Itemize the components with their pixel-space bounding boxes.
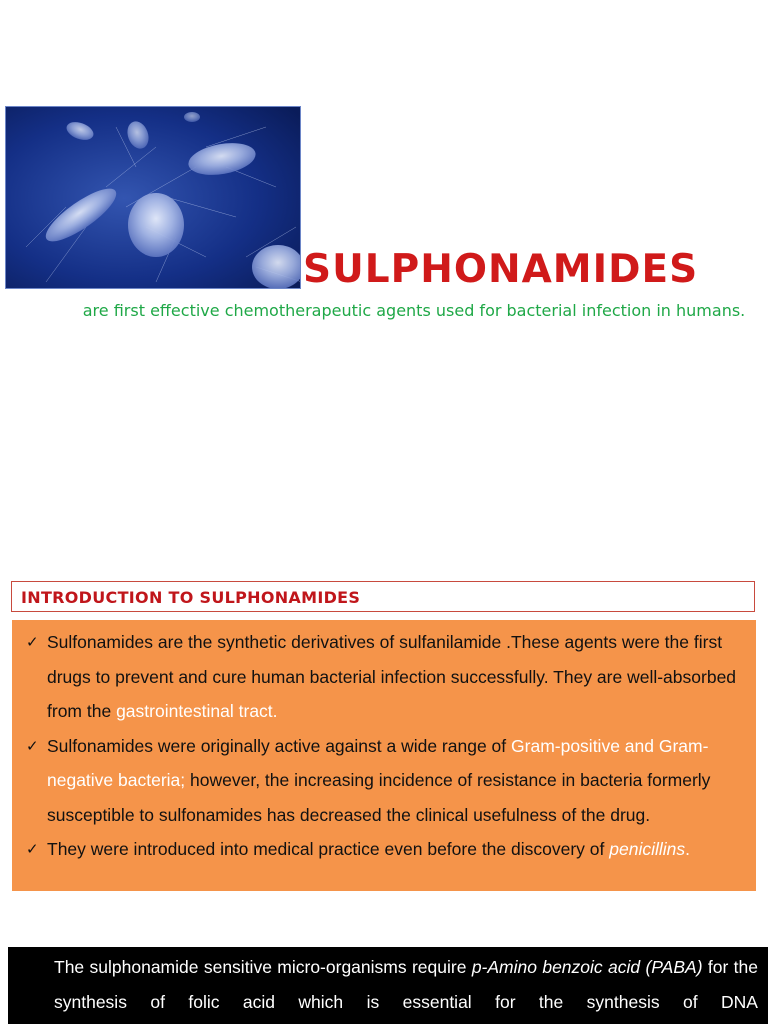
bullet-text: Sulfonamides are the synthetic derivatives of sulfanilamide .These agents were the first drugs to prevent and cure human bacterial infection successfully. They are well-absorbed from the [47,632,737,721]
bullet-highlight: penicillins [609,839,686,859]
check-mark-icon: ✓ [26,736,39,755]
subtitle: are first effective chemotherapeutic agents used for bacterial infection in humans. [82,301,746,320]
check-mark-icon: ✓ [26,633,39,651]
bullet-highlight: gastrointestinal tract. [116,701,278,721]
paragraph-text: for the synthesis of folic acid which is essential for the synthesis of DNA [54,957,758,1012]
bullet-text: They were introduced into medical practice even before the discovery of [47,839,610,859]
bullet-item [26,625,752,729]
introduction-panel [12,620,756,891]
section-header-label: INTRODUCTION TO SULPHONAMIDES [21,588,361,607]
page-title: SULPHONAMIDES [303,247,699,292]
section-header [11,581,755,612]
paragraph-italic: p-Amino benzoic acid (PABA) [471,957,703,977]
bullet-highlight: Gram-positive and Gram-negative bacteria; [47,735,709,790]
bacteria-image [5,106,301,289]
bullet-text: . [685,839,690,859]
bullet-text: however, the increasing incidence of resistance in bacteria formerly susceptible to sulfonamides has decreased the clinical usefulness of the drug. [47,770,711,825]
check-mark-icon: ✓ [26,840,39,858]
paragraph-text: The sulphonamide sensitive micro-organisms require [54,957,472,977]
bullet-text: Sulfonamides were originally active against a wide range of [47,735,512,756]
bullet-item [26,729,752,833]
bullet-item [26,832,752,867]
paba-paragraph [8,947,768,1024]
